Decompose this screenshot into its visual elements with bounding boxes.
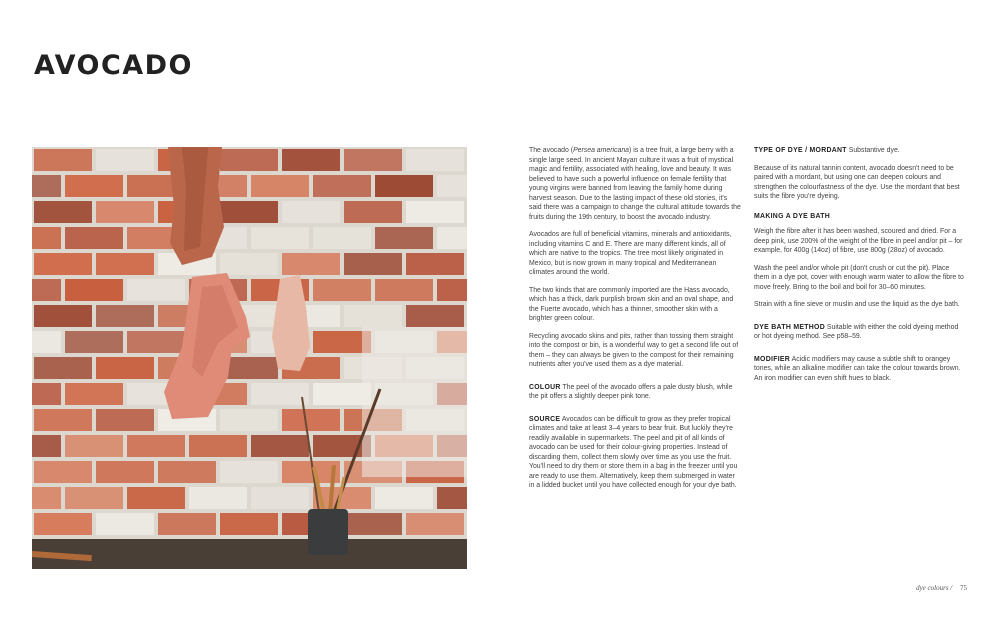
dye-bath-heading: MAKING A DYE BATH [754,212,831,220]
source-heading: SOURCE [529,415,561,423]
vitamins-paragraph: Avocados are full of beneficial vitamins, minerals and antioxidants, including vitamins C and E. There are many different kinds, all of which are native to the tropics. The tree most likely originated in Mexico, but is now grown in many tropical and Mediterranean climates around the world. [529,231,732,276]
page-number: 75 [960,584,967,592]
method-section: DYE BATH METHOD Suitable with either the cold dyeing method or hot dyeing method. See p58–59. [754,323,959,340]
dye-bath-paragraph-1: Weigh the fibre after it has been washed, scoured and dried. For a deep pink, use 200% of the weight of the fibre in peel and/or pit – for example, for 400g (14oz) of fibre, use 800g (28oz) of avocado. [754,228,963,254]
tool-pot [308,509,348,555]
intro-paragraph: The avocado (Persea americana) is a tree fruit, a large berry with a single large seed. In ancient Mayan culture it was a fruit of mystical magic and fertility, associated with healing, love and beauty. It was believed to have such a powerful influence on female fertility that young virgins were banned from leaving the family home during harvest season. Due to the lasting impact of these old stories, it's said there was a campaign to change the cultural attitude towards the fruits during the 19th century, to boost the avocado industry. [529,147,741,221]
type-heading: TYPE OF DYE / MORDANT [754,147,847,154]
page-title: AVOCADO [34,50,194,81]
source-section: SOURCE Avocados can be difficult to grow as they prefer tropical climates and take at least 3–4 years to bear fruit. But luckily they're readily available in supermarkets. The peel and pit of all kinds of avocado can be used for their colour-giving properties. Instead of discarding them, collect them slowly over time as you use the fruit. You'll need to dry them or store them in a bag in the freezer until you are ready to use them. Alternatively, keep them submerged in water in a lidded bucket until you have collected enough for your dye bath. [529,415,738,489]
recycling-paragraph: Recycling avocado skins and pits, rather than tossing them straight into the compost or bin, is a wonderful way to get a second life out of them – they can always be given to the compost for their remaining nutrients after you've used them as a dye material. [529,332,739,368]
type-section: TYPE OF DYE / MORDANT Substantive dye. [754,147,900,154]
varieties-paragraph: The two kinds that are commonly imported are the Hass avocado, which has a thick, dark purplish brown skin and an oval shape, and the Fuerte avocado, which has a thinner, smoother skin with a brighter green colour. [529,286,734,322]
dye-bath-paragraph-2: Wash the peel and/or whole pit (don't crush or cut the pit). Place them in a dye pot, cover with enough warm water to allow the fibre to move freely. Bring to the boil and boil for 30–60 minutes. [754,264,964,291]
footer-section-label: dye colours / [916,584,953,592]
method-heading: DYE BATH METHOD [754,323,825,331]
page-footer [916,584,967,592]
text-column-left [529,146,741,499]
colour-section: COLOUR The peel of the avocado offers a pale dusty blush, while the pit offers a slightly deeper pink tone. [529,383,733,400]
modifier-heading: MODIFIER [754,355,791,363]
colour-heading: COLOUR [529,383,561,391]
dye-bath-paragraph-3: Strain with a fine sieve or muslin and use the liquid as the dye bath. [754,301,960,308]
modifier-section: MODIFIER Acidic modifiers may cause a subtle shift to orangey tones, while an alkaline modifier can take the colour towards brown. An iron modifier can even shift hues to black. [754,355,961,382]
avocado-dyed-fabrics-photo [32,147,467,569]
type-paragraph: Because of its natural tannin content, avocado doesn't need to be paired with a mordant, but using one can deepen colours and strengthen the colourfastness of the dye. Use the mordant that best suits the fibre you're dyeing. [754,164,960,200]
text-column-right [754,146,966,391]
floor [32,539,467,569]
